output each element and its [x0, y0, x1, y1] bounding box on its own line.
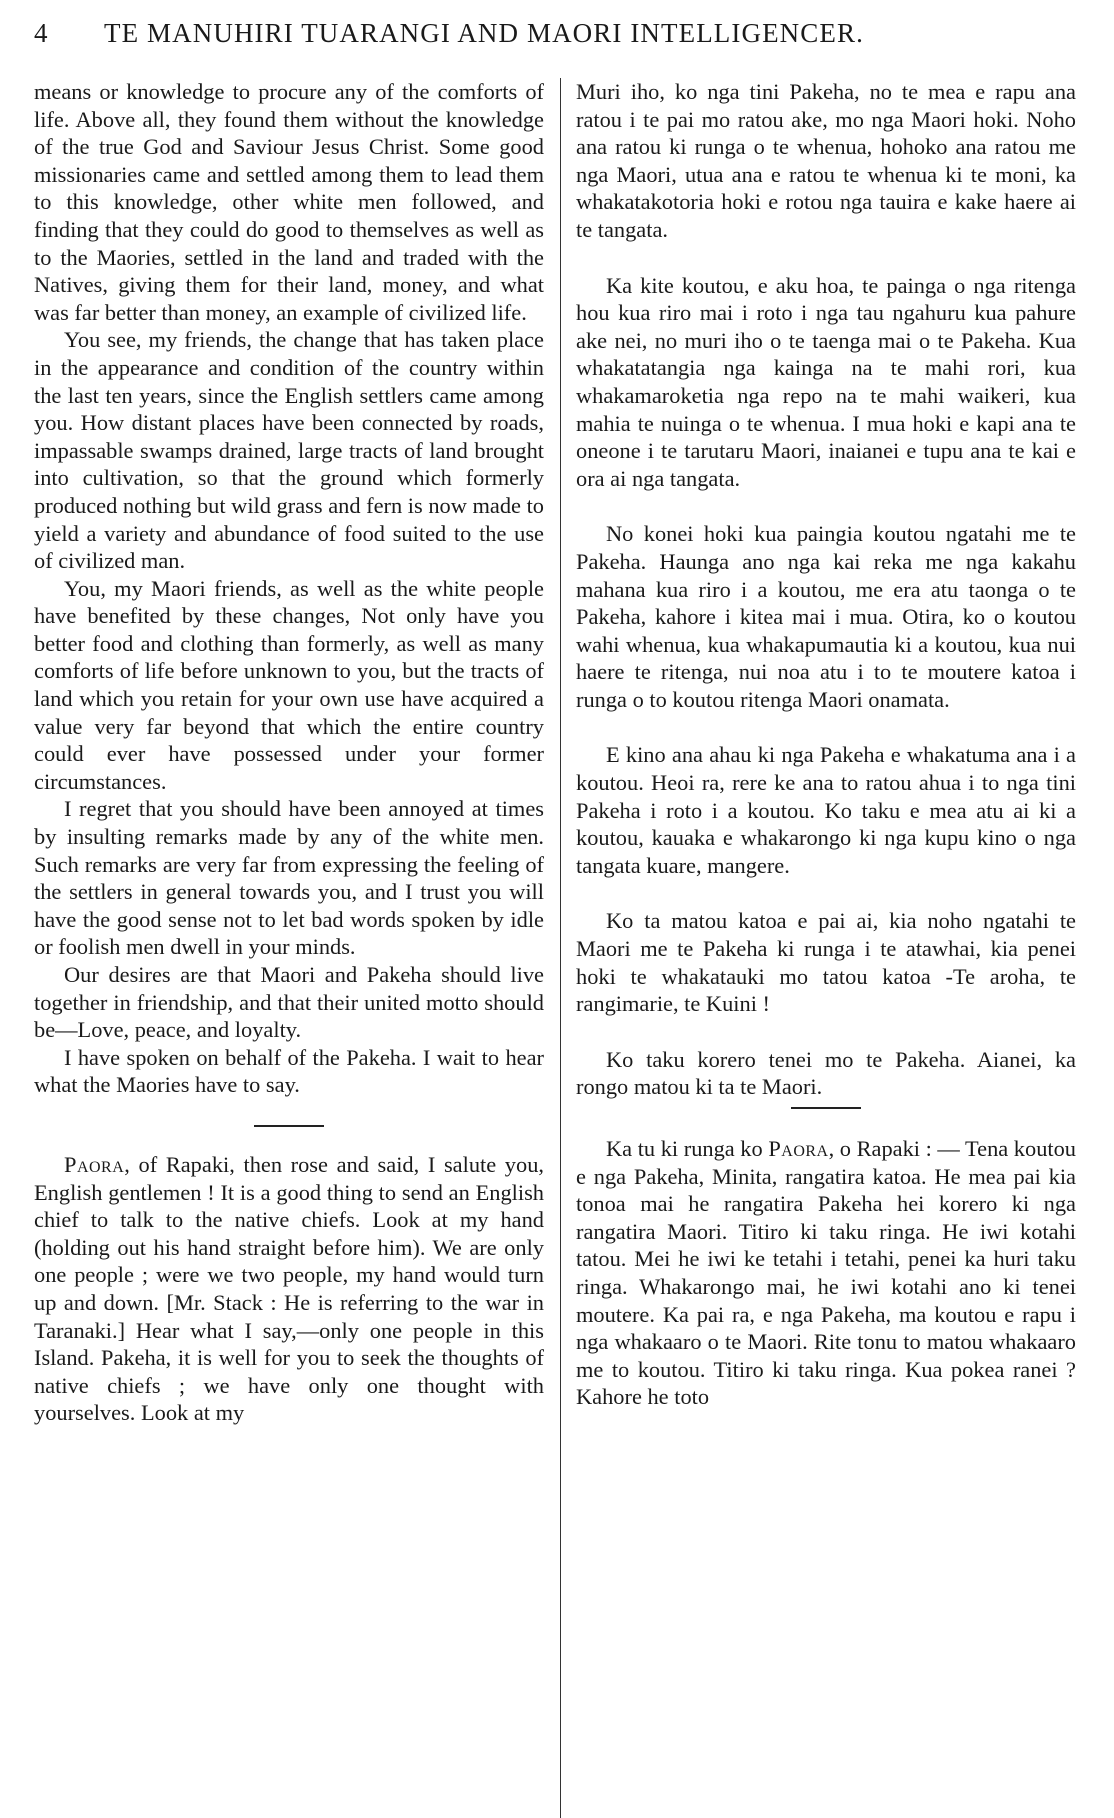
page-header: [34, 18, 1088, 70]
page-number: 4: [34, 18, 49, 48]
english-paragraph-2: You see, my friends, the change that has taken place in the appearance and condition of the country within the last ten years, since the English settlers came among you. How distant places have been connected by roads, impassable swamps drained, large tracts of land brought into cultivation, so that the ground which formerly produced nothing but wild grass and fern is now made to yield a variety and abundance of food suited to the use of civilized man.: [34, 327, 544, 574]
english-paragraph-4: I regret that you should have been annoyed at times by insulting remarks made by any of the white men. Such remarks are very far from expressing the feeling of the settlers in general towards you, and I trust you will have the good sense not to let bad words spoken by idle or foolish men dwell in your minds.: [34, 796, 544, 960]
maori-paragraph-4: E kino ana ahau ki nga Pakeha e whakatuma ana i a koutou. Heoi ra, rere ke ana to ratou ahua i to nga tini Pakeha i roto i a koutou. Ko taku e mea atu ai ki a koutou, kauaka e whakarongo ki nga kupu kino o nga tangata kuare, mangere.: [576, 742, 1076, 878]
english-paragraph-7-text: , of Rapaki, then rose and said, I salute you, English gentlemen ! It is a good thing to send an English chief to talk to the native chiefs. Look at my hand (holding out his hand straight before him). We are only one people ; were we two people, my hand would turn up and down. [Mr. Stack : He is referring to the war in Taranaki.] Hear what I say,—only one people in this Island. Pakeha, it is well for you to seek the thoughts of native chiefs ; we have only one thought with yourselves. Look at my: [34, 1151, 544, 1426]
maori-paragraph-5: Ko ta matou katoa e pai ai, kia noho ngatahi te Maori me te Pakeha ki runga i te atawhai, kia penei hoki te whakatauki mo tatou katoa -Te aroha, te rangimarie, te Kuini !: [576, 908, 1076, 1017]
english-paragraph-3: You, my Maori friends, as well as the white people have benefited by these changes, Not only have you better food and clothing than formerly, as well as many comforts of life before unknown to you, but the tracts of land which you retain for your own use have acquired a value very far beyond that which the entire country could ever have possessed under your former circumstances.: [34, 575, 544, 794]
speaker-name: Paora: [64, 1151, 125, 1177]
speaker-name: Paora: [768, 1136, 829, 1161]
running-title: TE MANUHIRI TUARANGI AND MAORI INTELLIGENCER.: [104, 18, 864, 48]
section-separator: [791, 1107, 861, 1109]
article-columns: [34, 78, 1088, 1439]
maori-paragraph-7-text: , o Rapaki : — Tena koutou e nga Pakeha, Minita, rangatira katoa. He mea pai kia tonoa mai he rangatira Pakeha hei korero ki nga rangatira Maori. Titiro ki taku ringa. He iwi kotahi tatou. Mei he iwi ke tetahi i tetahi, penei ka huri taku ringa. Whakarongo mai, he iwi kotahi ano ki tenei moutere. Ka pai ra, e nga Pakeha, ma koutou e rapu i nga whakaaro o te Maori. Rite tonu to matou whakaaro me to koutou. Titiro ki taku ringa. Kua pokea ranei ? Kahore he toto: [576, 1136, 1076, 1410]
english-paragraph-7: [34, 1151, 544, 1427]
section-separator: [254, 1125, 324, 1127]
maori-paragraph-1: Muri iho, ko nga tini Pakeha, no te mea e rapu ana ratou i te pai mo ratou ake, mo nga Maori hoki. Noho ana ratou ki runga o te whenua, hohoko ana ratou me nga Maori, utua ana e ratou te whenua ki te moni, ka whakatakotoria hoki e rotou nga tauira e kake haere ai te tangata.: [576, 79, 1076, 242]
maori-paragraph-3: No konei hoki kua paingia koutou ngatahi me te Pakeha. Haunga ano nga kai reka me nga kakahu mahana kua riro i a koutou, me era atu taonga o te Pakeha, kahore i kitea mai i mua. Otira, ko o koutou wahi whenua, kua whakapumautia ki a koutou, kua nui haere te ritenga, nui noa atu i to te moutere katoa i runga o to koutou ritenga Maori onamata.: [576, 521, 1076, 712]
english-column: [34, 78, 560, 1439]
maori-paragraph-7-lead: Ka tu ki runga ko: [606, 1136, 769, 1161]
maori-paragraph-2: Ka kite koutou, e aku hoa, te painga o nga ritenga hou kua riro mai i roto i nga tau ngahuru kua pahure ake nei, no muri iho o te taenga mai o te Pakeha. Kua whakatatangia nga kainga na te mahi rori, kua whakamaroketia nga repo na te mahi waikeri, kua mahia te nuinga o te whenua. I mua hoki e kapi ana te oneone i te tarutaru Maori, inaianei e tupu ana te kai e ora ai nga tangata.: [576, 272, 1076, 491]
maori-paragraph-7: [576, 1135, 1076, 1411]
english-paragraph-1: means or knowledge to procure any of the comforts of life. Above all, they found them without the knowledge of the true God and Saviour Jesus Christ. Some good missionaries came and settled among them to lead them to this knowledge, other white men followed, and finding that they could do good to themselves as well as to the Maories, settled in the land and traded with the Natives, giving them for their land, money, and what was far better than money, an example of civilized life.: [34, 79, 544, 325]
column-divider: [560, 78, 561, 1818]
maori-column: [560, 78, 1076, 1439]
english-paragraph-6: I have spoken on behalf of the Pakeha. I wait to hear what the Maories have to say.: [34, 1044, 544, 1098]
maori-paragraph-6: Ko taku korero tenei mo te Pakeha. Aianei, ka rongo matou ki ta te Maori.: [576, 1046, 1076, 1100]
english-paragraph-5: Our desires are that Maori and Pakeha should live together in friendship, and that their united motto should be—Love, peace, and loyalty.: [34, 962, 544, 1043]
